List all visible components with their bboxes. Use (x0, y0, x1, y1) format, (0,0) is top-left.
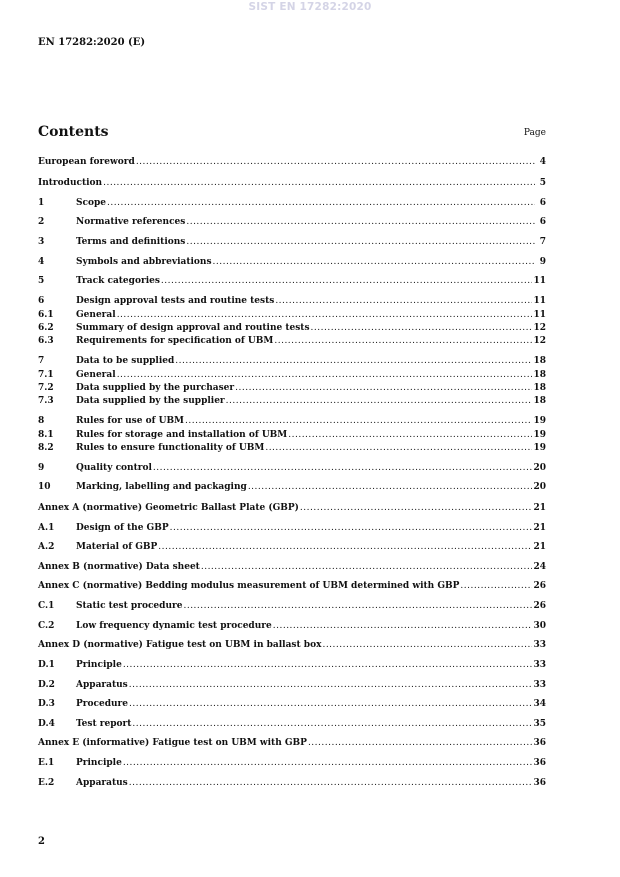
dot-leader (132, 718, 532, 730)
toc-entry[interactable] (38, 197, 546, 209)
toc-entry-title: Static test procedure (76, 601, 183, 611)
toc-entry[interactable] (38, 620, 546, 632)
toc-entry-number: 4 (38, 257, 45, 267)
dot-leader (123, 757, 533, 769)
toc-entry-number: 6.2 (38, 323, 54, 333)
dot-leader (186, 216, 535, 228)
toc-entry[interactable] (38, 395, 546, 407)
dot-leader (248, 481, 533, 493)
toc-entry-page: 19 (533, 430, 546, 440)
dot-leader (186, 236, 535, 248)
toc-entry-title: Terms and definitions (76, 237, 186, 247)
toc-entry-page: 11 (533, 276, 546, 286)
toc-entry-number: 5 (38, 276, 45, 286)
dot-leader (129, 698, 532, 710)
toc-entry[interactable] (38, 580, 546, 592)
toc-entry-title: Annex C (normative) Bedding modulus measurement of UBM determined with GBP (38, 581, 460, 591)
dot-leader (288, 429, 532, 441)
toc-entry-number: 9 (38, 463, 45, 473)
toc-entry-title: Introduction (38, 178, 103, 188)
dot-leader (185, 415, 532, 427)
toc-entry-page: 21 (533, 523, 546, 533)
toc-entry-title: General (76, 370, 116, 380)
toc-entry[interactable] (38, 442, 546, 454)
toc-entry-page: 11 (533, 296, 546, 306)
toc-entry-number: C.1 (38, 601, 55, 611)
toc-entry-title: Rules for storage and installation of UBM (76, 430, 288, 440)
toc-entry[interactable] (38, 369, 546, 381)
toc-entry[interactable] (38, 600, 546, 612)
toc-entry-title: Procedure (76, 699, 129, 709)
toc-entry-title: Track categories (76, 276, 160, 286)
toc-entry[interactable] (38, 236, 546, 248)
toc-entry-page: 33 (533, 640, 546, 650)
toc-entry-title: Principle (76, 758, 122, 768)
toc-entry-page: 18 (533, 383, 546, 393)
toc-entry-title: Scope (76, 198, 107, 208)
toc-entry-title: Quality control (76, 463, 152, 473)
page-number: 2 (38, 836, 45, 847)
toc-entry-title: Test report (76, 719, 132, 729)
toc-entry-number: D.2 (38, 680, 55, 690)
dot-leader (129, 679, 533, 691)
toc-entry-number: 7.1 (38, 370, 54, 380)
toc-entry-title: Data supplied by the supplier (76, 396, 225, 406)
toc-entry[interactable] (38, 737, 546, 749)
toc-entry-page: 20 (533, 463, 546, 473)
toc-entry-title: Marking, labelling and packaging (76, 482, 247, 492)
toc-entry[interactable] (38, 355, 546, 367)
dot-leader (129, 777, 533, 789)
toc-entry-page: 5 (539, 178, 546, 188)
toc-entry-title: Annex D (normative) Fatigue test on UBM in ballast box (38, 640, 322, 650)
toc-entry-page: 18 (533, 356, 546, 366)
toc-entry[interactable] (38, 322, 546, 334)
toc-entry[interactable] (38, 382, 546, 394)
toc-entry-page: 9 (539, 257, 546, 267)
toc-entry-title: European foreword (38, 157, 135, 167)
dot-leader (136, 156, 535, 168)
toc-entry-number: E.2 (38, 778, 55, 788)
toc-entry-number: 6 (38, 296, 45, 306)
toc-entry[interactable] (38, 309, 546, 321)
dot-leader (311, 322, 533, 334)
dot-leader (161, 275, 533, 287)
toc-entry-title: Material of GBP (76, 542, 158, 552)
toc-entry-title: Data to be supplied (76, 356, 175, 366)
dot-leader (103, 177, 535, 189)
toc-entry-page: 19 (533, 416, 546, 426)
toc-entry[interactable] (38, 659, 546, 671)
dot-leader (273, 620, 533, 632)
dot-leader (300, 502, 533, 514)
dot-leader (153, 462, 533, 474)
toc-entry[interactable] (38, 256, 546, 268)
toc-entry[interactable] (38, 295, 546, 307)
toc-entry-title: Design of the GBP (76, 523, 169, 533)
toc-entry[interactable] (38, 156, 546, 168)
toc-entry-title: Apparatus (76, 680, 128, 690)
toc-entry-page: 21 (533, 503, 546, 513)
dot-leader (274, 335, 532, 347)
toc-entry-page: 12 (533, 323, 546, 333)
dot-leader (201, 561, 533, 573)
toc-entry[interactable] (38, 541, 546, 553)
toc-entry-page: 26 (533, 601, 546, 611)
toc-entry-title: Principle (76, 660, 122, 670)
toc-entry[interactable] (38, 522, 546, 534)
toc-entry-number: 8 (38, 416, 45, 426)
dot-leader (308, 737, 533, 749)
toc-entry-number: 8.1 (38, 430, 54, 440)
toc-entry-title: Low frequency dynamic test procedure (76, 621, 272, 631)
page-title: Contents (38, 124, 109, 140)
toc-entry-title: Summary of design approval and routine tests (76, 323, 310, 333)
toc-entry-number: 6.1 (38, 310, 54, 320)
toc-entry-number: 7.2 (38, 383, 54, 393)
toc-entry[interactable] (38, 639, 546, 651)
dot-leader (226, 395, 533, 407)
toc-entry[interactable] (38, 679, 546, 691)
dot-leader (123, 659, 533, 671)
toc-entry-page: 33 (533, 680, 546, 690)
toc-entry-page: 18 (533, 396, 546, 406)
toc-entry-number: 6.3 (38, 336, 54, 346)
toc-entry-page: 4 (539, 157, 546, 167)
toc-entry[interactable] (38, 757, 546, 769)
toc-entry[interactable] (38, 561, 546, 573)
toc-entry-number: D.1 (38, 660, 55, 670)
toc-entry-title: Apparatus (76, 778, 128, 788)
toc-entry-page: 36 (533, 778, 546, 788)
toc-entry[interactable] (38, 502, 546, 514)
toc-entry-title: Rules to ensure functionality of UBM (76, 443, 265, 453)
dot-leader (175, 355, 532, 367)
toc-entry-number: A.1 (38, 523, 55, 533)
toc-entry-page: 12 (533, 336, 546, 346)
toc-entry-title: Annex E (informative) Fatigue test on UBM with GBP (38, 738, 307, 748)
dot-leader (322, 639, 532, 651)
toc-entry-title: Annex A (normative) Geometric Ballast Plate (GBP) (38, 503, 299, 513)
dot-leader (235, 382, 532, 394)
toc-entry-page: 18 (533, 370, 546, 380)
dot-leader (158, 541, 532, 553)
toc-entry-page: 6 (539, 217, 546, 227)
toc-entry-page: 11 (533, 310, 546, 320)
toc-entry-page: 35 (533, 719, 546, 729)
toc-entry-page: 26 (533, 581, 546, 591)
toc-entry-page: 7 (539, 237, 546, 247)
dot-leader (460, 580, 532, 592)
toc-entry[interactable] (38, 698, 546, 710)
toc-entry-title: Annex B (normative) Data sheet (38, 562, 200, 572)
dot-leader (117, 369, 533, 381)
toc-entry[interactable] (38, 481, 546, 493)
toc-entry-number: D.3 (38, 699, 55, 709)
toc-entry[interactable] (38, 216, 546, 228)
dot-leader (213, 256, 535, 268)
toc-entry-page: 19 (533, 443, 546, 453)
toc-entry-number: 3 (38, 237, 45, 247)
toc-entry-number: D.4 (38, 719, 55, 729)
toc-entry-number: 7.3 (38, 396, 54, 406)
toc-entry-title: Normative references (76, 217, 186, 227)
dot-leader (107, 197, 535, 209)
toc-entry-number: 8.2 (38, 443, 54, 453)
toc-entry-title: Design approval tests and routine tests (76, 296, 275, 306)
toc-entry-number: 1 (38, 198, 45, 208)
toc-entry-title: Rules for use of UBM (76, 416, 185, 426)
toc-entry-page: 20 (533, 482, 546, 492)
toc-entry-page: 30 (533, 621, 546, 631)
dot-leader (183, 600, 532, 612)
toc-entry-page: 34 (533, 699, 546, 709)
dot-leader (265, 442, 532, 454)
toc-entry-page: 24 (533, 562, 546, 572)
dot-leader (275, 295, 532, 307)
toc-entry-page: 36 (533, 738, 546, 748)
toc-entry[interactable] (38, 718, 546, 730)
watermark: SIST EN 17282:2020 (248, 1, 372, 13)
toc-entry[interactable] (38, 777, 546, 789)
toc-entry-title: Requirements for specification of UBM (76, 336, 274, 346)
toc-entry-page: 6 (539, 198, 546, 208)
toc-entry-page: 33 (533, 660, 546, 670)
toc-entry-page: 36 (533, 758, 546, 768)
dot-leader (170, 522, 533, 534)
toc-entry-number: E.1 (38, 758, 55, 768)
toc-entry[interactable] (38, 415, 546, 427)
toc-entry-title: General (76, 310, 116, 320)
toc-entry-page: 21 (533, 542, 546, 552)
toc-entry-number: 7 (38, 356, 45, 366)
toc-entry-title: Symbols and abbreviations (76, 257, 212, 267)
page-column-label: Page (523, 128, 546, 138)
toc-entry[interactable] (38, 462, 546, 474)
toc-entry-number: 10 (38, 482, 51, 492)
document-id: EN 17282:2020 (E) (38, 37, 146, 48)
toc-entry-number: C.2 (38, 621, 55, 631)
toc-entry[interactable] (38, 275, 546, 287)
toc-entry-number: A.2 (38, 542, 55, 552)
toc-entry[interactable] (38, 335, 546, 347)
toc-entry[interactable] (38, 429, 546, 441)
dot-leader (117, 309, 533, 321)
toc-entry[interactable] (38, 177, 546, 189)
toc-entry-number: 2 (38, 217, 45, 227)
toc-entry-title: Data supplied by the purchaser (76, 383, 235, 393)
